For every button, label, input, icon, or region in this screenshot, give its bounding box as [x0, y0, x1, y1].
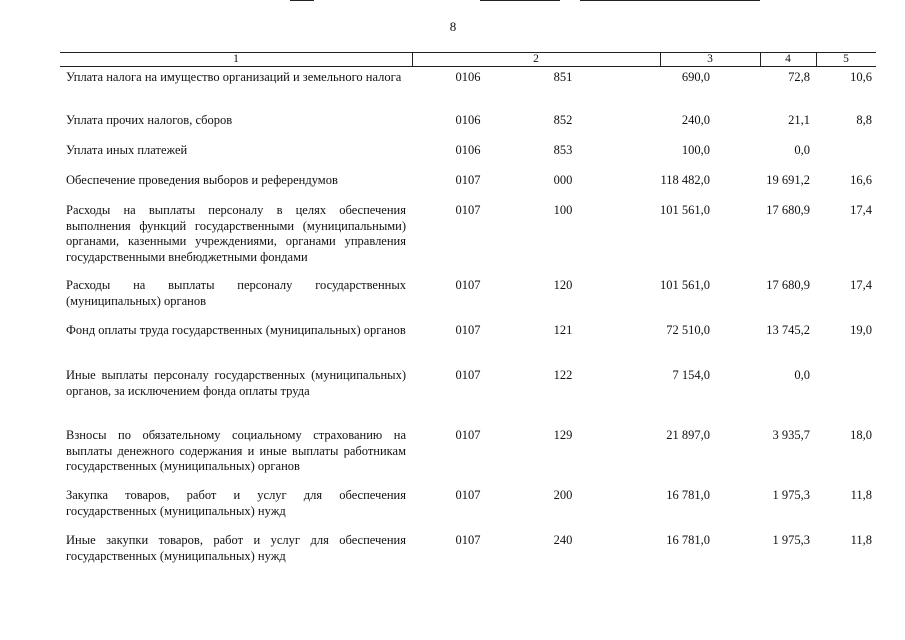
row-plan: 16 781,0: [666, 488, 710, 502]
row-plan: 16 781,0: [666, 533, 710, 547]
row-percent: 18,0: [850, 428, 872, 442]
row-plan: 101 561,0: [660, 203, 710, 217]
row-plan: 690,0: [681, 70, 710, 84]
row-fact: 0,0: [794, 143, 810, 157]
row-name: Иные выплаты персоналу государственных (муниципальных) органов, за исключением фонда оплаты труда: [66, 368, 406, 398]
row-percent: 16,6: [850, 173, 872, 187]
page-number: 8: [449, 19, 457, 34]
row-section-code: 0107: [455, 203, 481, 217]
row-percent: 11,8: [850, 533, 872, 547]
top-rule-left: [290, 0, 314, 1]
row-type-code: 000: [553, 173, 573, 187]
row-type-code: 122: [553, 368, 573, 382]
row-fact: 0,0: [794, 368, 810, 382]
row-fact: 17 680,9: [766, 278, 810, 292]
row-fact: 3 935,7: [772, 428, 810, 442]
row-plan: 7 154,0: [672, 368, 710, 382]
row-section-code: 0107: [455, 428, 481, 442]
row-fact: 17 680,9: [766, 203, 810, 217]
header-col-5: 5: [843, 53, 849, 65]
row-type-code: 100: [553, 203, 573, 217]
row-section-code: 0107: [455, 323, 481, 337]
row-name: Расходы на выплаты персоналу государственных (муниципальных) органов: [66, 278, 406, 308]
row-type-code: 240: [553, 533, 573, 547]
row-type-code: 121: [553, 323, 573, 337]
row-percent: 17,4: [850, 203, 872, 217]
row-percent: 19,0: [850, 323, 872, 337]
row-name: Взносы по обязательному социальному страхованию на выплаты денежного содержания и иные выплаты работникам государственных (муниципальных) органов: [66, 428, 406, 473]
row-name: Уплата налога на имущество организаций и земельного налога: [66, 70, 402, 84]
row-name: Расходы на выплаты персоналу в целях обеспечения выполнения функций государственными (муниципальными) органами, казенными учреждениями, органами управления государственными внебюджетными фондами: [66, 203, 406, 264]
table-header: [60, 52, 876, 67]
row-fact: 1 975,3: [772, 533, 810, 547]
row-percent: 8,8: [856, 113, 872, 127]
row-name: Фонд оплаты труда государственных (муниципальных) органов: [66, 323, 406, 337]
row-type-code: 129: [553, 428, 573, 442]
header-col-3: 3: [707, 53, 713, 65]
row-type-code: 853: [553, 143, 573, 157]
row-fact: 21,1: [788, 113, 810, 127]
row-section-code: 0107: [455, 278, 481, 292]
row-section-code: 0106: [455, 70, 481, 84]
row-section-code: 0106: [455, 113, 481, 127]
top-rule-middle: [480, 0, 560, 1]
row-fact: 13 745,2: [766, 323, 810, 337]
row-name: Закупка товаров, работ и услуг для обеспечения государственных (муниципальных) нужд: [66, 488, 406, 518]
row-section-code: 0106: [455, 143, 481, 157]
row-fact: 1 975,3: [772, 488, 810, 502]
row-plan: 240,0: [681, 113, 710, 127]
header-col-2: 2: [533, 53, 539, 65]
row-plan: 101 561,0: [660, 278, 710, 292]
top-rule-right: [580, 0, 760, 1]
row-name: Обеспечение проведения выборов и референдумов: [66, 173, 338, 187]
row-plan: 72 510,0: [666, 323, 710, 337]
row-name: Уплата прочих налогов, сборов: [66, 113, 233, 127]
row-fact: 72,8: [788, 70, 810, 84]
budget-table: [60, 52, 876, 640]
header-col-4: 4: [785, 53, 791, 65]
row-type-code: 200: [553, 488, 573, 502]
row-section-code: 0107: [455, 488, 481, 502]
row-fact: 19 691,2: [766, 173, 810, 187]
row-section-code: 0107: [455, 173, 481, 187]
row-section-code: 0107: [455, 368, 481, 382]
row-name: Уплата иных платежей: [66, 143, 188, 157]
row-percent: 11,8: [850, 488, 872, 502]
row-section-code: 0107: [455, 533, 481, 547]
row-type-code: 120: [553, 278, 573, 292]
header-col-1: 1: [233, 53, 239, 65]
row-percent: 17,4: [850, 278, 872, 292]
row-plan: 118 482,0: [660, 173, 710, 187]
row-name: Иные закупки товаров, работ и услуг для обеспечения государственных (муниципальных) нужд: [66, 533, 406, 563]
row-percent: 10,6: [850, 70, 872, 84]
row-type-code: 851: [553, 70, 573, 84]
row-plan: 21 897,0: [666, 428, 710, 442]
row-plan: 100,0: [681, 143, 710, 157]
row-type-code: 852: [553, 113, 573, 127]
